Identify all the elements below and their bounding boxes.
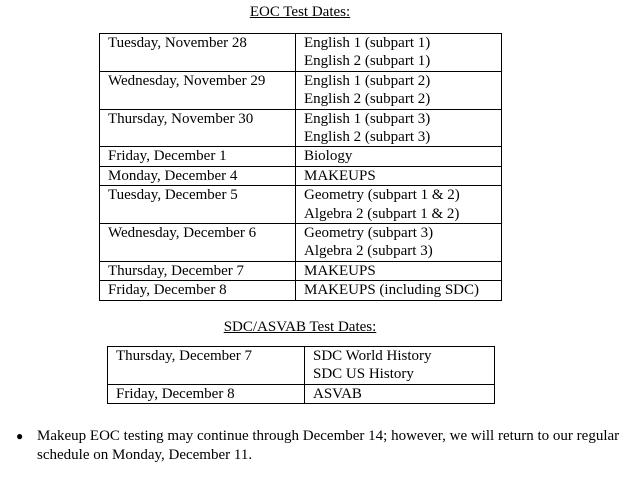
tests-cell [296, 223, 502, 261]
test-name: SDC US History [313, 366, 414, 383]
table-row [100, 71, 502, 109]
table-row [100, 281, 502, 300]
tests-cell [305, 384, 495, 403]
tests-cell [296, 186, 502, 224]
table-row [100, 109, 502, 147]
test-name: English 2 (subpart 3) [304, 128, 431, 145]
test-name: English 1 (subpart 3) [304, 110, 431, 127]
test-name: Algebra 2 (subpart 1 & 2) [304, 205, 460, 222]
date-cell: Tuesday, December 5 [100, 186, 296, 224]
tests-cell [296, 281, 502, 300]
test-name: English 1 (subpart 2) [304, 72, 431, 89]
date-cell: Friday, December 8 [108, 384, 305, 403]
test-name: Geometry (subpart 1 & 2) [304, 187, 460, 204]
test-name: English 2 (subpart 2) [304, 91, 431, 108]
eoc-test-dates-table [99, 33, 502, 301]
tests-cell [296, 166, 502, 185]
table-row [100, 261, 502, 280]
eoc-test-dates-heading: EOC Test Dates: [249, 4, 351, 20]
test-name: Biology [304, 148, 353, 165]
test-name: ASVAB [313, 385, 362, 402]
table-row [108, 384, 495, 403]
date-cell: Wednesday, November 29 [100, 71, 296, 109]
test-name: Geometry (subpart 3) [304, 224, 434, 241]
date-cell: Friday, December 1 [100, 147, 296, 166]
test-name: English 2 (subpart 1) [304, 53, 431, 70]
test-name: MAKEUPS (including SDC) [304, 282, 480, 299]
test-name: MAKEUPS [304, 167, 376, 184]
table-row [100, 166, 502, 185]
tests-cell [296, 147, 502, 166]
sdc-asvab-test-dates-table [107, 346, 495, 404]
test-name: English 1 (subpart 1) [304, 35, 431, 51]
date-cell: Thursday, December 7 [108, 347, 305, 385]
table-row [100, 223, 502, 261]
table-row [100, 186, 502, 224]
makeup-note-text: Makeup EOC testing may continue through December 14; however, we will return to our regular schedule on Monday, December 11. [37, 428, 620, 463]
table-row [100, 147, 502, 166]
test-name: MAKEUPS [304, 262, 376, 279]
date-cell: Thursday, December 7 [100, 261, 296, 280]
test-name: SDC World History [313, 348, 432, 364]
sdc-asvab-test-dates-heading: SDC/ASVAB Test Dates: [223, 319, 377, 335]
tests-cell [296, 261, 502, 280]
table-row [100, 34, 502, 72]
tests-cell [296, 71, 502, 109]
tests-cell [296, 109, 502, 147]
bullet-icon: ● [16, 429, 24, 443]
date-cell: Friday, December 8 [100, 281, 296, 300]
date-cell: Monday, December 4 [100, 166, 296, 185]
table-row [108, 347, 495, 385]
date-cell: Wednesday, December 6 [100, 223, 296, 261]
date-cell: Thursday, November 30 [100, 109, 296, 147]
test-name: Algebra 2 (subpart 3) [304, 243, 433, 260]
date-cell: Tuesday, November 28 [100, 34, 296, 72]
tests-cell [296, 34, 502, 72]
tests-cell [305, 347, 495, 385]
